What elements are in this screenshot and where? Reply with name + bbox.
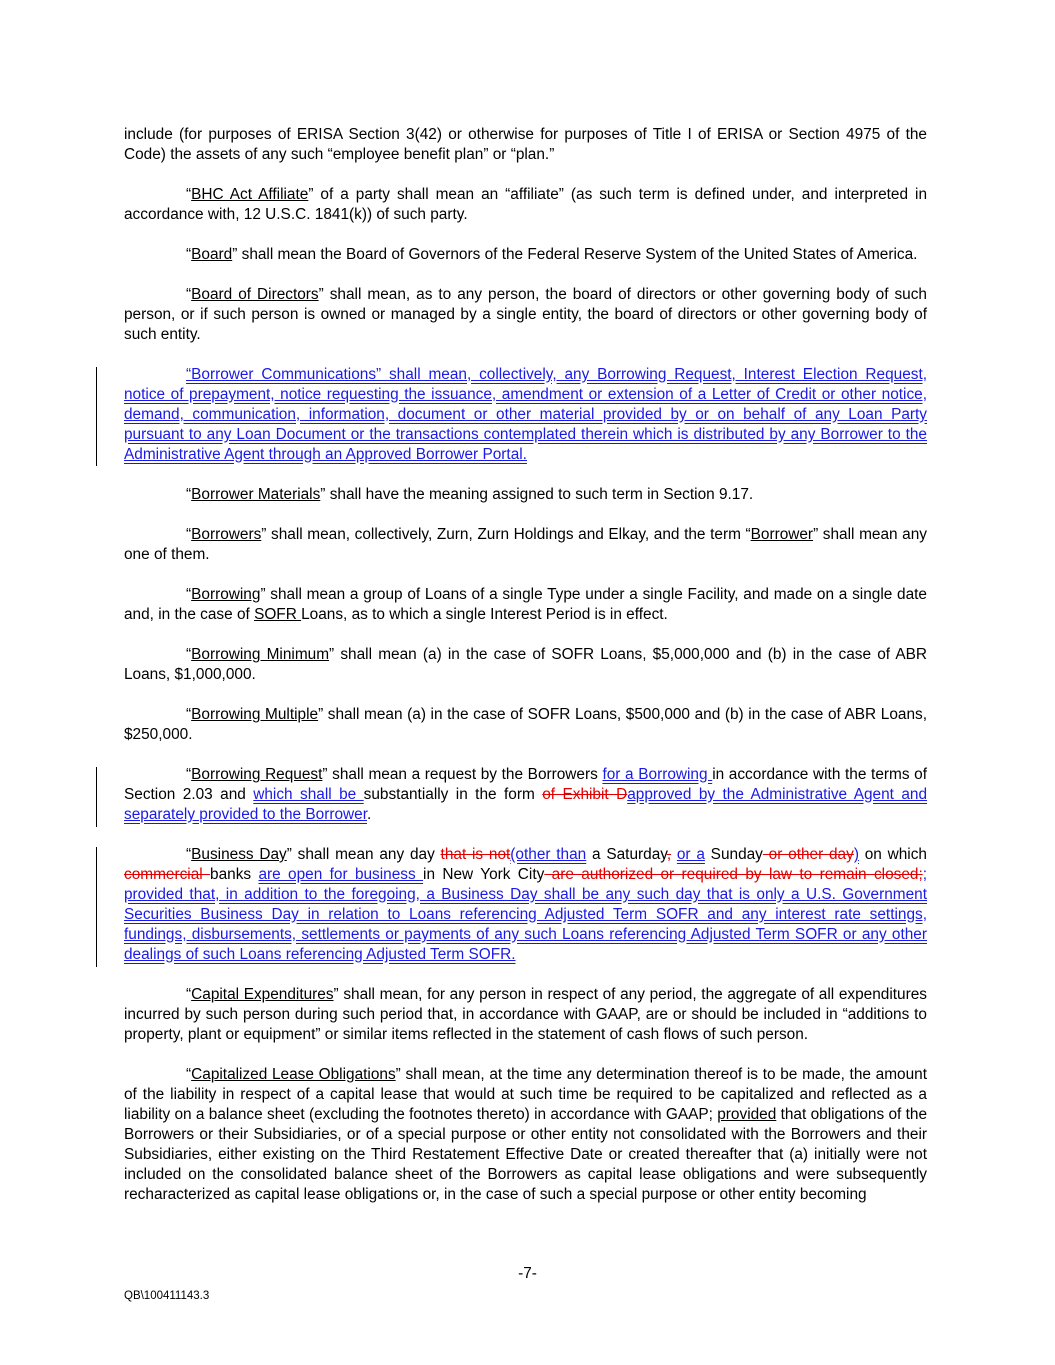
document-body (124, 125, 927, 1225)
defined-term: Borrowing Minimum (191, 646, 330, 663)
inserted-text: approved by the Administrative Agent and separately provided to the Borrower (124, 786, 928, 823)
defined-term: Capitalized Lease Obligations (191, 1066, 396, 1083)
deleted-text: or other day (762, 846, 854, 863)
inserted-text: ; provided that, in addition to the foregoing, a Business Day shall be any such day that is only a U.S. Government Securities Business Day in relation to Loans referencing Adjusted Term SOFR and any interest rate settings, fundings, disbursements, settlements or payments of any such Loans referencing Adjusted Term SOFR or any other dealings of such Loans referencing Adjusted Term SOFR. (124, 866, 928, 963)
definition-board-of-directors: “Board of Directors” shall mean, as to any person, the board of directors or other governing body of such person, or if such person is owned or managed by a single entity, the board of directors or other governing body of such entity. (124, 286, 927, 343)
erisa-continuation: include (for purposes of ERISA Section 3(42) or otherwise for purposes of Title I of ERISA or Section 4975 of the Code) the assets of any such “employee benefit plan” or “plan.” (124, 126, 927, 163)
deleted-text: that is not (440, 846, 511, 863)
inserted-text: (other than (510, 846, 587, 863)
inserted-text: or a (676, 846, 705, 863)
deleted-text: of Exhibit D (542, 786, 628, 803)
defined-term: SOFR (254, 606, 302, 623)
definition-borrowing: “Borrowing” shall mean a group of Loans of a single Type under a single Facility, and made on a single date and, in the case of SOFR Loans, as to which a single Interest Period is in effect. (124, 586, 927, 623)
inserted-text: are open for business (258, 866, 424, 883)
defined-term: Capital Expenditures (191, 986, 334, 1003)
definition-bhc-act-affiliate: “BHC Act Affiliate” of a party shall mean an “affiliate” (as such term is defined under, and interpreted in accordance with, 12 U.S.C. 1841(k)) of such party. (124, 186, 928, 223)
definition-capitalized-lease-obligations: “Capitalized Lease Obligations” shall mean, at the time any determination thereof is to be made, the amount of the liability in respect of a capital lease that would at such time be required to be capitalized and reflected as a liability on a balance sheet (excluding the footnotes thereto) in accordance with GAAP; provided that obligations of the Borrowers or their Subsidiaries, or of a special purpose or other entity not consolidated with the Borrowers and their Subsidiaries, either existing on the Third Restatement Effective Date or created thereafter that (a) initially were not included on the consolidated balance sheet of the Borrowers as capital lease obligations and were subsequently recharacterized as capital lease obligations or, in the case of such a special purpose or other entity becoming (124, 1066, 927, 1203)
defined-term: provided (717, 1106, 777, 1123)
definition-board: “Board” shall mean the Board of Governors of the Federal Reserve System of the United States of America. (186, 246, 918, 263)
defined-term: Board of Directors (191, 286, 319, 303)
defined-term: BHC Act Affiliate (191, 186, 309, 203)
definition-borrowers: “Borrowers” shall mean, collectively, Zurn, Zurn Holdings and Elkay, and the term “Borrower” shall mean any one of them. (124, 526, 927, 563)
deleted-text: are authorized or required by law to remain closed; (544, 866, 923, 883)
inserted-text: ) (853, 846, 859, 863)
defined-term: Board (191, 246, 233, 263)
defined-term: Borrower (750, 526, 814, 543)
definition-borrowing-multiple: “Borrowing Multiple” shall mean (a) in the case of SOFR Loans, $500,000 and (b) in the case of ABR Loans, $250,000. (124, 706, 927, 743)
change-bar (96, 847, 97, 967)
inserted-text: for a Borrowing (602, 766, 713, 783)
defined-term: Borrowing (191, 586, 261, 603)
defined-term: Borrower Materials (191, 486, 321, 503)
defined-term: Business Day (191, 846, 287, 863)
deleted-text: commercial (124, 866, 211, 883)
change-bar (96, 367, 97, 466)
definition-borrower-communications (124, 365, 927, 465)
defined-term: Borrowing Request (191, 766, 323, 783)
definition-business-day: “Business Day” shall mean any day that is not(other than a Saturday, or a Sunday or other day) on which commercial banks are open for business in New York City are authorized or required by law to remain closed;; provided that, in addition to the foregoing, a Business Day shall be any such day that is only a U.S. Government Securities Business Day in relation to Loans referencing Adjusted Term SOFR and any interest rate settings, fundings, disbursements, settlements or payments of any such Loans referencing Adjusted Term SOFR or any other dealings of such Loans referencing Adjusted Term SOFR. (124, 846, 928, 963)
deleted-text: , (666, 846, 672, 863)
definition-capital-expenditures: “Capital Expenditures” shall mean, for any person in respect of any period, the aggregate of all expenditures incurred by such person during such period that, in accordance with GAAP, are or should be included in “additions to property, plant or equipment” or similar items reflected in the statement of cash flows of such person. (124, 986, 927, 1043)
inserted-text: “Borrower Communications” shall mean, collectively, any Borrowing Request, Interest Election Request, notice of prepayment, notice requesting the issuance, amendment or extension of a Letter of Credit or other notice, demand, communication, information, document or other material provided by or on behalf of any Loan Party pursuant to any Loan Document or the transactions contemplated therein which is distributed by any Borrower to the Administrative Agent through an Approved Borrower Portal. (124, 366, 927, 463)
definition-borrowing-minimum: “Borrowing Minimum” shall mean (a) in the case of SOFR Loans, $5,000,000 and (b) in the case of ABR Loans, $1,000,000. (124, 646, 928, 683)
definition-borrowing-request: “Borrowing Request” shall mean a request by the Borrowers for a Borrowing in accordance with the terms of Section 2.03 and which shall be substantially in the form of Exhibit Dapproved by the Administrative Agent and separately provided to the Borrower. (124, 766, 928, 823)
page-number: -7- (518, 1265, 537, 1282)
inserted-text: which shall be (253, 786, 364, 803)
defined-term: Borrowers (191, 526, 262, 543)
defined-term: Borrowing Multiple (191, 706, 319, 723)
change-bar (96, 767, 97, 827)
document-id: QB\100411143.3 (124, 1290, 210, 1302)
definition-borrower-materials: “Borrower Materials” shall have the meaning assigned to such term in Section 9.17. (186, 486, 754, 503)
